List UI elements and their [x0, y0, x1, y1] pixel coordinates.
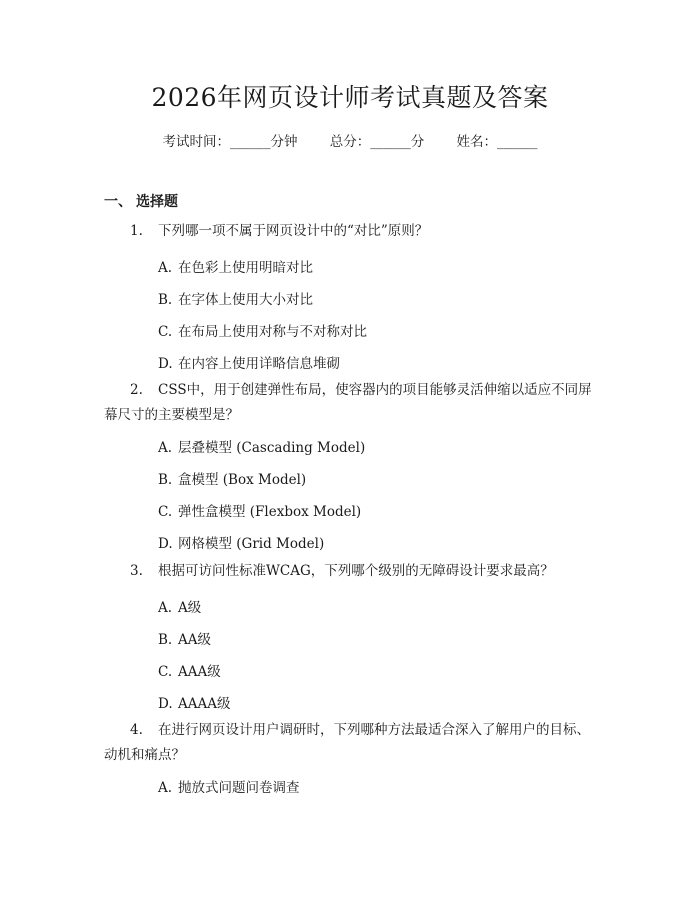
question-2-line2: 幕尺寸的主要模型是？: [104, 407, 239, 423]
question-1: [130, 219, 428, 244]
question-text: 在进行网页设计用户调研时，下列哪种方法最适合深入了解用户的目标、: [158, 722, 590, 738]
question-text: 下列哪一项不属于网页设计中的“对比”原则？: [158, 223, 429, 239]
option-2b: [158, 468, 306, 488]
option-text: 网格模型 (Grid Model): [178, 536, 325, 552]
option-letter: A.: [158, 440, 173, 456]
option-text: 在布局上使用对称与不对称对比: [178, 324, 367, 340]
option-text: 在字体上使用大小对比: [178, 292, 313, 308]
option-text: AAAA级: [178, 696, 231, 712]
option-text: 在内容上使用详略信息堆砌: [178, 356, 340, 372]
question-number: 2.: [130, 382, 143, 398]
option-text: 层叠模型 (Cascading Model): [178, 440, 366, 456]
option-letter: B.: [158, 472, 173, 488]
option-letter: C.: [158, 324, 173, 340]
option-1d: [158, 352, 340, 372]
option-3d: [158, 692, 231, 712]
option-3b: [158, 628, 211, 648]
question-number: 4.: [130, 722, 143, 738]
option-letter: C.: [158, 664, 173, 680]
page-title: 2026年网页设计师考试真题及答案: [151, 83, 549, 112]
option-1b: [158, 288, 313, 308]
section-title: 选择题: [136, 194, 178, 210]
question-number: 1.: [130, 223, 143, 239]
option-text: 盒模型 (Box Model): [178, 472, 307, 488]
option-2c: [158, 500, 361, 520]
section-heading: [104, 191, 178, 211]
exam-time: 考试时间：______分钟: [162, 134, 298, 150]
option-letter: A.: [158, 600, 173, 616]
question-text: 根据可访问性标准WCAG，下列哪个级别的无障碍设计要求最高？: [158, 563, 554, 579]
option-letter: D.: [158, 356, 173, 372]
option-1c: [158, 320, 367, 340]
option-letter: D.: [158, 536, 173, 552]
option-letter: B.: [158, 292, 173, 308]
option-text: A级: [178, 600, 202, 616]
option-3a: [158, 596, 201, 616]
question-2-line1: [130, 378, 592, 403]
question-4-line1: [130, 718, 590, 743]
option-letter: A.: [158, 260, 173, 276]
exam-name: 姓名：______: [456, 134, 538, 150]
question-text: CSS中，用于创建弹性布局，使容器内的项目能够灵活伸缩以适应不同屏: [158, 382, 592, 398]
exam-score: 总分：______分: [329, 134, 425, 150]
option-2d: [158, 532, 324, 552]
option-text: AA级: [178, 632, 211, 648]
option-letter: D.: [158, 696, 173, 712]
question-4-line2: 动机和痛点？: [104, 747, 185, 763]
option-letter: B.: [158, 632, 173, 648]
option-text: 抛放式问题问卷调查: [178, 780, 300, 796]
option-4a: [158, 776, 300, 796]
option-letter: A.: [158, 780, 173, 796]
question-3: [130, 559, 554, 584]
section-number: 一、: [104, 194, 132, 210]
option-2a: [158, 436, 365, 456]
option-text: AAA级: [178, 664, 221, 680]
option-letter: C.: [158, 504, 173, 520]
option-text: 弹性盒模型 (Flexbox Model): [178, 504, 362, 520]
exam-info: [0, 130, 700, 150]
option-3c: [158, 660, 221, 680]
option-text: 在色彩上使用明暗对比: [178, 260, 313, 276]
option-1a: [158, 256, 313, 276]
question-number: 3.: [130, 563, 143, 579]
